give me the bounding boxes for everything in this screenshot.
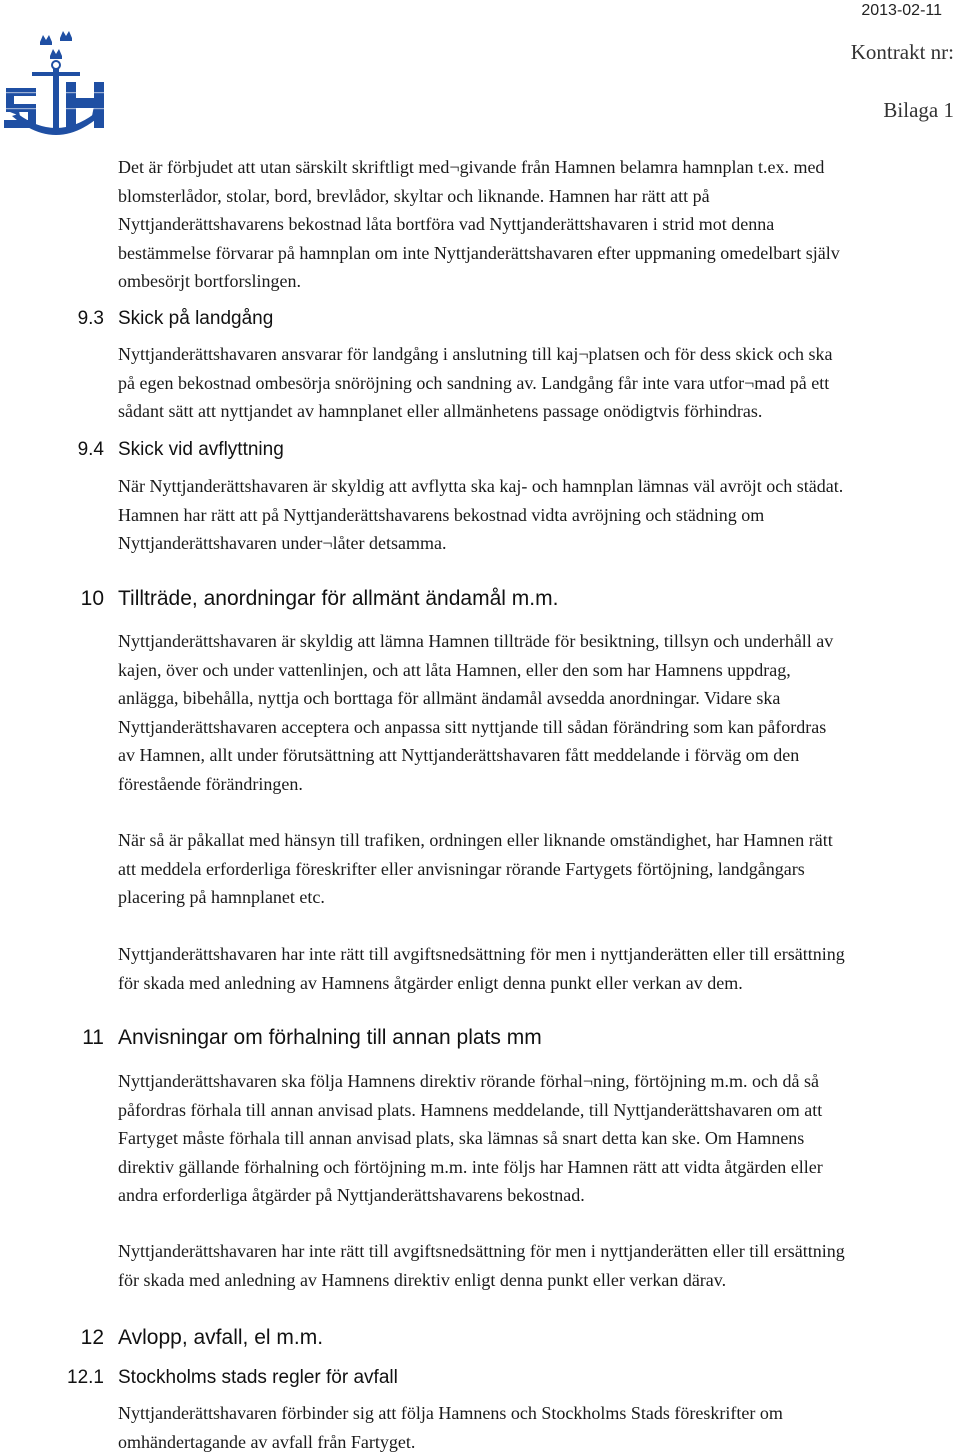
section-title: Anvisningar om förhalning till annan plats mm bbox=[118, 1026, 542, 1049]
section-title: Tillträde, anordningar för allmänt ändamål m.m. bbox=[118, 587, 559, 610]
crown-anchor-logo-icon bbox=[2, 28, 114, 146]
section-heading bbox=[0, 439, 960, 469]
text-line: Det är förbjudet att utan särskilt skriftligt med¬givande från Hamnen belamra hamnplan t.ex. med bbox=[118, 157, 825, 177]
section-number: 9.4 bbox=[77, 439, 104, 460]
section-number: 12 bbox=[80, 1326, 104, 1349]
text-line: påfordras förhala till annan anvisad plats. Hamnens meddelande, till Nyttjanderättshavaren om att bbox=[118, 1099, 823, 1120]
section-title: Avlopp, avfall, el m.m. bbox=[118, 1326, 324, 1349]
paragraph bbox=[118, 940, 960, 997]
section-number: 11 bbox=[82, 1026, 104, 1049]
paragraph bbox=[118, 826, 960, 912]
text-line: förestående förändringen. bbox=[118, 773, 303, 794]
text-line: ombesörjt bortforslingen. bbox=[118, 271, 301, 292]
text-line: Nyttjanderättshavaren acceptera och anpassa sitt nyttjande till sådan förändring som kan påfordras bbox=[118, 716, 827, 737]
text-line: blomsterlådor, stolar, bord, brevlådor, skyltar och liknande. Hamnen har rätt att på bbox=[118, 185, 710, 206]
text-line: Hamnen har rätt att på Nyttjanderättshavarens bekostnad vidta avröjning och städning om bbox=[118, 504, 765, 525]
section-number: 10 bbox=[80, 587, 104, 610]
paragraph bbox=[118, 1237, 960, 1294]
text-line: När så är påkallat med hänsyn till trafiken, ordningen eller liknande omständighet, har Hamnen rätt bbox=[118, 830, 833, 850]
text-line: på egen bekostnad ombesörja snöröjning och sandning av. Landgång får inte vara utfor¬mad på ett bbox=[118, 372, 830, 393]
text-line: placering på hamnplanet etc. bbox=[118, 887, 325, 908]
text-line: Nyttjanderättshavaren ansvarar för landgång i anslutning till kaj¬platsen och för dess skick och ska bbox=[118, 344, 833, 364]
paragraph bbox=[118, 153, 960, 296]
text-line: Fartyget måste förhala till annan anvisad plats, ska lämnas så snart detta kan ske. Om Hamnens bbox=[118, 1128, 805, 1149]
text-line: Nyttjanderättshavaren har inte rätt till avgiftsnedsättning för men i nyttjanderätten eller till ersättning bbox=[118, 1241, 845, 1261]
section-heading bbox=[0, 308, 960, 338]
company-logo bbox=[2, 28, 114, 146]
paragraph bbox=[118, 1067, 960, 1210]
text-line: Nyttjanderättshavaren under¬låter detsamma. bbox=[118, 533, 447, 554]
section-heading bbox=[0, 1326, 960, 1356]
text-line: sådant sätt att nyttjandet av hamnplanet eller allmänhetens passage onödigtvis förhindras. bbox=[118, 401, 763, 422]
section-number: 12.1 bbox=[67, 1367, 104, 1388]
annex-label: Bilaga 1 bbox=[883, 98, 954, 122]
paragraph bbox=[118, 1399, 960, 1456]
text-line: Nyttjanderättshavaren ska följa Hamnens direktiv rörande förhal¬ning, förtöjning m.m. och då så bbox=[118, 1071, 819, 1091]
section-title: Stockholms stads regler för avfall bbox=[118, 1367, 398, 1388]
section-heading bbox=[0, 1367, 960, 1397]
text-line: anlägga, bibehålla, nyttja och borttaga för allmänt ändamål avsedda anordningar. Vidare ska bbox=[118, 688, 781, 709]
text-line: andra erforderliga åtgärder på Nyttjanderättshavarens bekostnad. bbox=[118, 1185, 585, 1206]
contract-number-label: Kontrakt nr: bbox=[850, 40, 954, 64]
section-number: 9.3 bbox=[77, 308, 104, 329]
text-line: bestämmelse förvarar på hamnplan om inte Nyttjanderättshavaren efter uppmaning omedelbart själv bbox=[118, 242, 840, 263]
document-date: 2013-02-11 bbox=[861, 2, 942, 19]
text-line: kajen, över och under vattenlinjen, och att låta Hamnen, eller den som har Hamnens uppdrag, bbox=[118, 659, 791, 680]
text-line: Nyttjanderättshavarens bekostnad låta bortföra vad Nyttjanderättshavaren i strid mot denna bbox=[118, 214, 775, 235]
text-line: av Hamnen, allt under förutsättning att Nyttjanderättshavaren fått meddelande i förväg om den bbox=[118, 745, 800, 766]
text-line: Nyttjanderättshavaren förbinder sig att följa Hamnens och Stockholms Stads föreskrifter om bbox=[118, 1403, 783, 1423]
paragraph bbox=[118, 340, 960, 426]
text-line: När Nyttjanderättshavaren är skyldig att avflytta ska kaj- och hamnplan lämnas väl avröjt och städat. bbox=[118, 476, 844, 496]
section-heading bbox=[0, 1026, 960, 1056]
text-line: Nyttjanderättshavaren är skyldig att lämna Hamnen tillträde för besiktning, tillsyn och underhåll av bbox=[118, 631, 834, 651]
text-line: för skada med anledning av Hamnens direktiv enligt denna punkt eller verkan därav. bbox=[118, 1269, 727, 1290]
text-line: direktiv gällande förhalning och förtöjning m.m. inte följs har Hamnen rätt att vidta åtgärden eller bbox=[118, 1156, 823, 1177]
paragraph bbox=[118, 627, 960, 799]
text-line: för skada med anledning av Hamnens åtgärder enligt denna punkt eller verkan av dem. bbox=[118, 972, 743, 993]
text-line: Nyttjanderättshavaren har inte rätt till avgiftsnedsättning för men i nyttjanderätten eller till ersättning bbox=[118, 944, 845, 964]
section-title: Skick vid avflyttning bbox=[118, 439, 284, 460]
section-title: Skick på landgång bbox=[118, 308, 274, 329]
paragraph bbox=[118, 472, 960, 558]
section-heading bbox=[0, 587, 960, 617]
text-line: omhändertagande av avfall från Fartyget. bbox=[118, 1431, 416, 1452]
text-line: att meddela erforderliga föreskrifter eller anvisningar rörande Fartygets förtöjning, landgångars bbox=[118, 858, 805, 879]
